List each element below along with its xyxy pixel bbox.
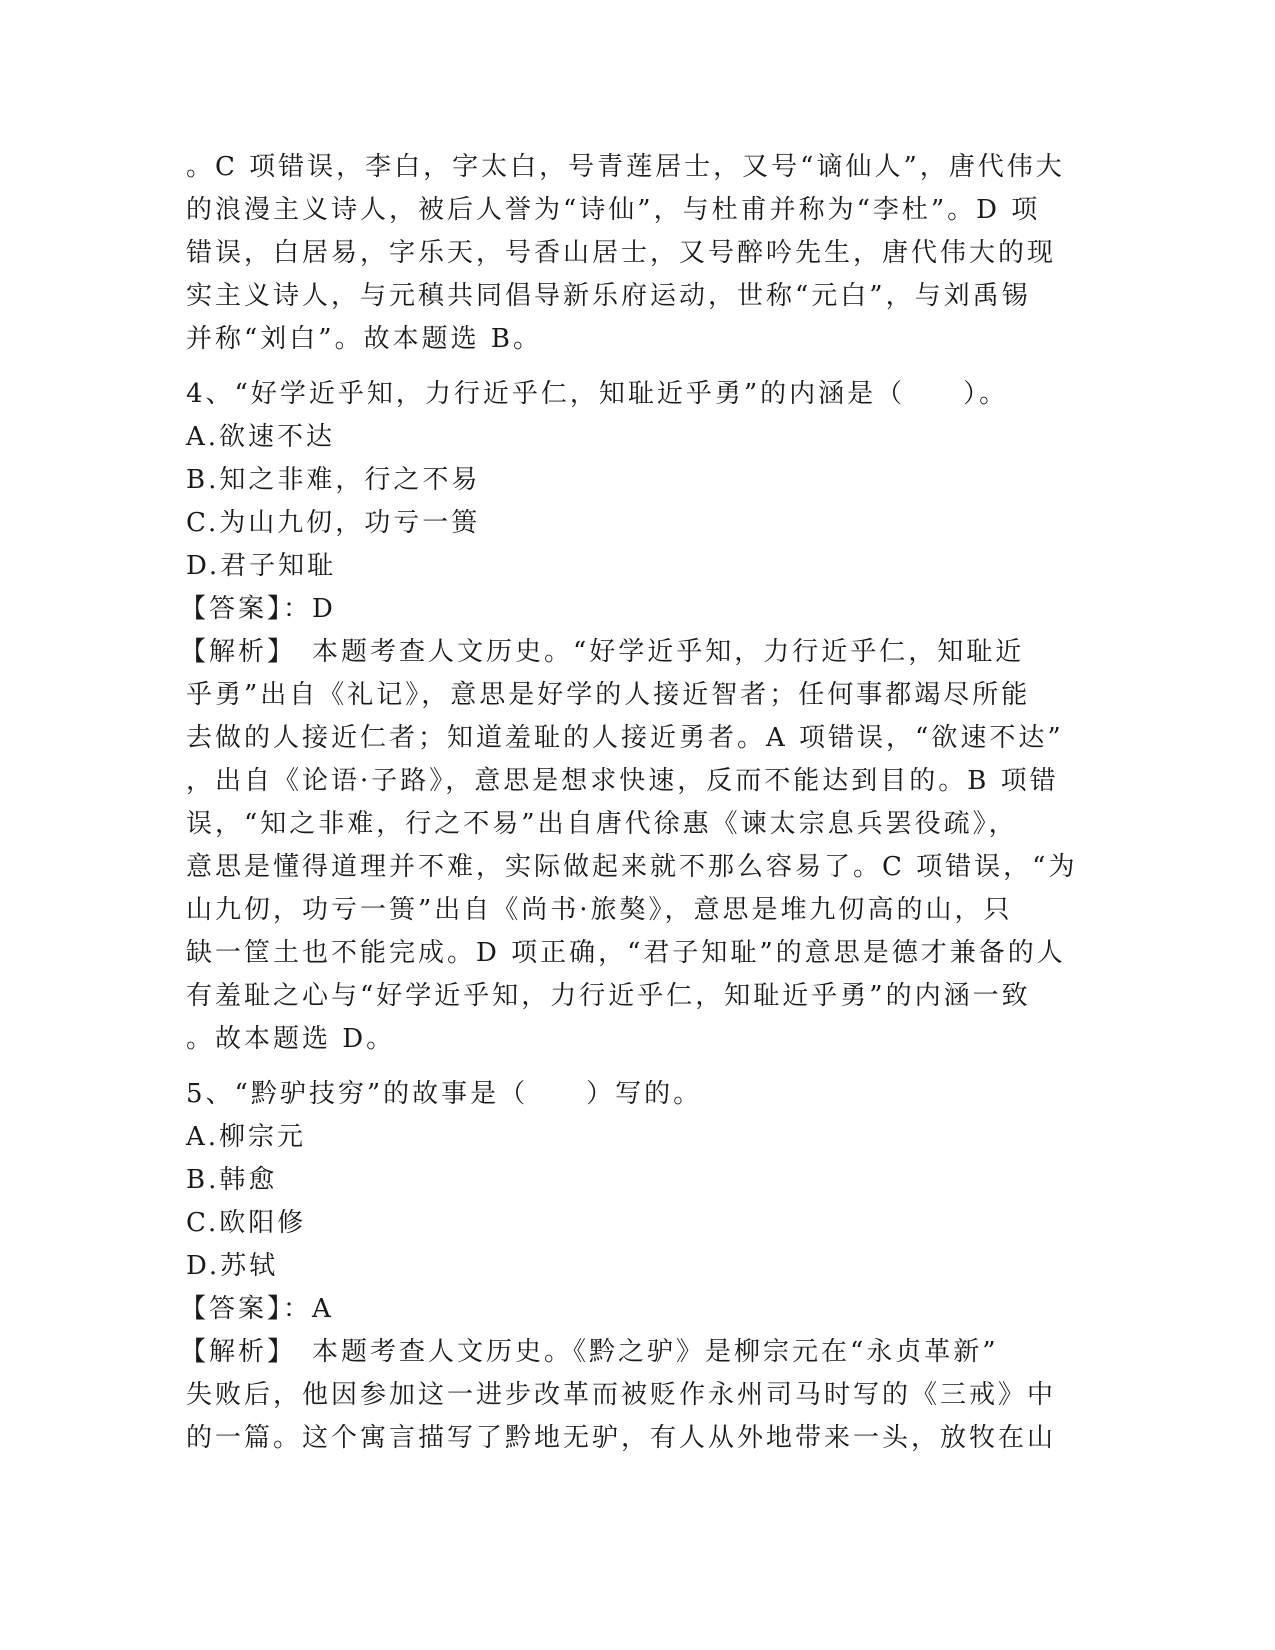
document-page: [180, 146, 1086, 1460]
question-title: 4、“好学近乎知，力行近乎仁，知耻近乎勇”的内涵是（ ）。: [186, 379, 1009, 409]
text-line: 失败后，他因参加这一进步改革而被贬作永州司马时写的《三戒》中: [186, 1380, 1057, 1410]
option-c: C.欧阳修: [186, 1208, 307, 1238]
text-line: 去做的人接近仁者；知道羞耻的人接近勇者。A 项错误，“欲速不达”: [186, 723, 1064, 753]
text-line: 乎勇”出自《礼记》，意思是好学的人接近智者；任何事都竭尽所能: [186, 680, 1031, 710]
text-line: 实主义诗人，与元稹共同倡导新乐府运动，世称“元白”，与刘禹锡: [186, 281, 1031, 311]
text-line: 错误，白居易，字乐天，号香山居士，又号醉吟先生，唐代伟大的现: [186, 238, 1057, 268]
text-line: 【解析】 本题考查人文历史。“好学近乎知，力行近乎仁，知耻近: [180, 637, 1025, 667]
text-line: 。C 项错误，李白，字太白，号青莲居士，又号“谪仙人”，唐代伟大: [186, 152, 1065, 182]
analysis-paragraph: [180, 1331, 1086, 1460]
question-title: 5、“黔驴技穷”的故事是（ ）写的。: [186, 1079, 703, 1109]
text-line: 意思是懂得道理并不难，实际做起来就不那么容易了。C 项错误，“为: [186, 852, 1078, 882]
text-line: 的一篇。这个寓言描写了黔地无驴，有人从外地带来一头，放牧在山: [186, 1423, 1057, 1453]
question-4: [180, 373, 1086, 1061]
text-line: 误，“知之非难，行之不易”出自唐代徐惠《谏太宗息兵罢役疏》，: [186, 809, 1018, 839]
text-line: 的浪漫主义诗人，被后人誉为“诗仙”，与杜甫并称为“李杜”。D 项: [186, 195, 1041, 225]
option-d: D.苏轼: [186, 1251, 279, 1281]
option-a: A.柳宗元: [186, 1122, 307, 1152]
text-line: 缺一筐土也不能完成。D 项正确，“君子知耻”的意思是德才兼备的人: [186, 938, 1066, 968]
text-line: ，出自《论语·子路》，意思是想求快速，反而不能达到目的。B 项错: [186, 766, 1059, 796]
text-line: 并称“刘白”。故本题选 B。: [186, 324, 542, 354]
option-b: B.韩愈: [186, 1165, 278, 1195]
text-line: 山九仞，功亏一篑”出自《尚书·旅獒》，意思是堆九仞高的山，只: [186, 895, 1013, 925]
answer-line: 【答案】：D: [180, 594, 336, 624]
text-line: 。故本题选 D。: [186, 1024, 396, 1054]
option-b: B.知之非难，行之不易: [186, 465, 481, 495]
intro-paragraph: [186, 146, 1086, 361]
answer-line: 【答案】：A: [180, 1294, 334, 1324]
analysis-paragraph: [180, 631, 1086, 1061]
option-a: A.欲速不达: [186, 422, 336, 452]
text-line: 有羞耻之心与“好学近乎知，力行近乎仁，知耻近乎勇”的内涵一致: [186, 981, 1031, 1011]
option-d: D.君子知耻: [186, 551, 337, 581]
question-5: [180, 1073, 1086, 1460]
option-c: C.为山九仞，功亏一篑: [186, 508, 481, 538]
text-line: 【解析】 本题考查人文历史。《黔之驴》是柳宗元在“永贞革新”: [180, 1337, 999, 1367]
